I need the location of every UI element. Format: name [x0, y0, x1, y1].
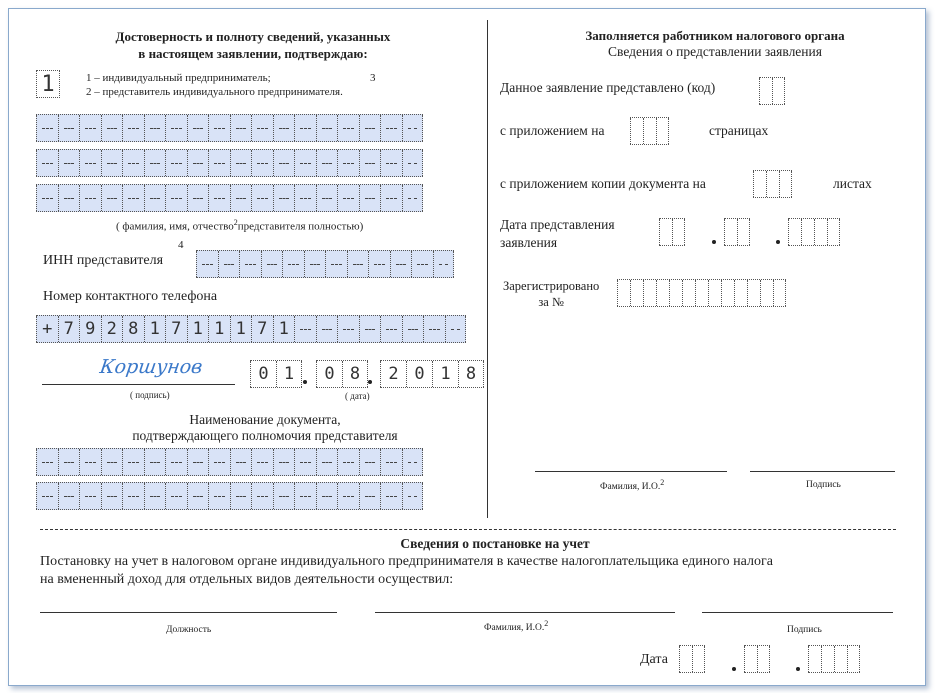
date-dot	[712, 240, 716, 244]
input-cell: 7	[251, 316, 273, 342]
input-cell	[359, 449, 381, 475]
input-cell	[316, 115, 338, 141]
input-cell	[144, 483, 166, 509]
input-cell	[402, 483, 424, 509]
input-cell	[669, 280, 682, 306]
input-cell	[122, 449, 144, 475]
input-cell	[251, 449, 273, 475]
input-cell	[294, 449, 316, 475]
bottom-day-field[interactable]	[679, 645, 705, 673]
input-cell: 1	[187, 316, 209, 342]
position-line	[40, 612, 337, 613]
signer-option-1: 1 – индивидуальный предприниматель;	[86, 72, 271, 84]
inn-field[interactable]	[196, 250, 454, 278]
input-cell	[187, 185, 209, 211]
fio-caption-head: ( фамилия, имя, отчество	[116, 220, 234, 233]
registered-number-field[interactable]	[617, 279, 786, 307]
input-cell	[316, 316, 338, 342]
input-cell	[708, 280, 721, 306]
input-cell	[630, 280, 643, 306]
input-cell	[101, 483, 123, 509]
footnote-2: 2	[544, 619, 549, 628]
input-cell	[721, 280, 734, 306]
input-cell	[208, 185, 230, 211]
input-cell	[337, 449, 359, 475]
input-cell	[368, 251, 390, 277]
input-cell	[380, 115, 402, 141]
doc-field-row-1[interactable]	[36, 448, 423, 476]
input-cell	[282, 251, 304, 277]
doc-title-line2: подтверждающего полномочия представителя	[132, 428, 398, 443]
input-cell	[827, 219, 840, 245]
input-cell	[165, 483, 187, 509]
input-cell	[208, 449, 230, 475]
input-cell	[261, 251, 283, 277]
input-cell	[380, 449, 402, 475]
input-cell	[208, 483, 230, 509]
input-cell	[304, 251, 326, 277]
cut-line	[40, 529, 896, 530]
input-cell	[294, 150, 316, 176]
input-cell	[196, 251, 218, 277]
footnote-4: 4	[178, 239, 184, 251]
input-cell	[218, 251, 240, 277]
input-cell	[144, 185, 166, 211]
input-cell	[390, 251, 412, 277]
input-cell: 8	[458, 361, 484, 387]
input-cell	[672, 219, 685, 245]
input-cell	[165, 115, 187, 141]
input-cell: 1	[432, 361, 458, 387]
input-cell	[187, 115, 209, 141]
signer-code-field[interactable]	[36, 70, 60, 98]
input-cell	[122, 115, 144, 141]
input-cell	[380, 185, 402, 211]
input-cell	[402, 316, 424, 342]
input-cell	[165, 449, 187, 475]
input-cell	[273, 115, 295, 141]
input-cell	[316, 483, 338, 509]
input-cell	[230, 115, 252, 141]
bottom-year-field[interactable]	[808, 645, 860, 673]
input-cell	[79, 483, 101, 509]
input-cell	[337, 115, 359, 141]
input-cell	[294, 185, 316, 211]
input-cell	[359, 185, 381, 211]
input-cell	[79, 449, 101, 475]
pages-prefix: с приложением на	[500, 123, 605, 138]
date-caption: ( дата)	[345, 391, 370, 401]
date-dot	[732, 667, 736, 671]
input-cell	[187, 449, 209, 475]
input-cell	[273, 150, 295, 176]
input-cell	[251, 115, 273, 141]
input-cell	[144, 449, 166, 475]
date-dot	[796, 667, 800, 671]
input-cell	[36, 449, 58, 475]
input-cell	[402, 449, 424, 475]
input-cell: 1	[144, 316, 166, 342]
input-cell: 0	[406, 361, 432, 387]
input-cell	[230, 449, 252, 475]
copies-field[interactable]	[753, 170, 792, 198]
pages-field[interactable]	[630, 117, 669, 145]
phone-label: Номер контактного телефона	[43, 289, 218, 304]
input-cell	[208, 115, 230, 141]
input-cell	[724, 219, 737, 245]
input-cell	[380, 483, 402, 509]
input-cell	[380, 316, 402, 342]
employee-sign-line	[750, 471, 895, 472]
input-cell	[294, 115, 316, 141]
input-cell	[814, 219, 827, 245]
input-cell	[359, 316, 381, 342]
input-cell	[682, 280, 695, 306]
input-cell	[251, 185, 273, 211]
input-cell	[58, 483, 80, 509]
input-cell	[36, 150, 58, 176]
input-cell	[402, 185, 424, 211]
input-cell	[757, 646, 770, 672]
doc-title	[100, 412, 430, 444]
date-month-field[interactable]	[316, 360, 368, 388]
fio-field-row-3[interactable]	[36, 184, 423, 212]
footnote-2: 2	[233, 218, 238, 227]
input-cell	[402, 150, 424, 176]
input-cell: 8	[342, 361, 368, 387]
copies-prefix: с приложением копии документа на	[500, 176, 706, 191]
input-cell	[144, 115, 166, 141]
bottom-month-field[interactable]	[744, 645, 770, 673]
left-heading	[58, 28, 448, 62]
input-cell	[692, 646, 705, 672]
registered-label-line1: Зарегистрировано	[503, 279, 600, 293]
input-cell	[630, 118, 643, 144]
input-cell	[273, 185, 295, 211]
submit-date-label-line2: заявления	[500, 235, 558, 250]
submit-date-label	[500, 216, 615, 252]
input-cell	[122, 185, 144, 211]
input-cell	[656, 280, 669, 306]
input-cell	[359, 150, 381, 176]
copies-suffix: листах	[833, 176, 872, 191]
registration-heading: Сведения о постановке на учет	[400, 536, 590, 551]
submit-month-field[interactable]	[724, 218, 750, 246]
input-cell	[58, 449, 80, 475]
input-cell: 0	[250, 361, 276, 387]
footnote-3: 3	[370, 72, 376, 84]
input-cell	[239, 251, 261, 277]
input-cell	[251, 483, 273, 509]
input-cell	[359, 483, 381, 509]
fio-caption-tail: представителя полностью)	[237, 220, 364, 233]
column-divider	[487, 20, 488, 518]
code-field[interactable]	[759, 77, 785, 105]
right-heading: Заполняется работником налогового органа	[585, 28, 845, 43]
signature-image: Коршунов	[98, 356, 204, 378]
employee-sign-caption: Подпись	[806, 480, 841, 490]
input-cell	[230, 483, 252, 509]
input-cell	[58, 115, 80, 141]
input-cell	[801, 219, 814, 245]
input-cell	[617, 280, 630, 306]
input-cell	[747, 280, 760, 306]
input-cell	[359, 115, 381, 141]
signature-line	[42, 384, 235, 385]
employee-fio-line	[535, 471, 727, 472]
input-cell	[821, 646, 834, 672]
input-cell: 0	[316, 361, 342, 387]
input-cell	[847, 646, 860, 672]
input-cell	[251, 150, 273, 176]
input-cell	[337, 150, 359, 176]
inspector-fio-caption-text: Фамилия, И.О.	[484, 623, 545, 634]
input-cell: 1	[230, 316, 252, 342]
input-cell	[766, 171, 779, 197]
input-cell	[165, 150, 187, 176]
right-subheading: Сведения о представлении заявления	[608, 44, 822, 59]
signature-caption: ( подпись)	[130, 390, 170, 400]
inspector-sign-line	[702, 612, 893, 613]
input-cell	[316, 449, 338, 475]
input-cell	[788, 219, 801, 245]
input-cell	[734, 280, 747, 306]
input-cell	[165, 185, 187, 211]
input-cell	[744, 646, 757, 672]
input-cell	[36, 483, 58, 509]
input-cell: 1	[273, 316, 295, 342]
input-cell	[380, 150, 402, 176]
input-cell	[79, 185, 101, 211]
input-cell	[325, 251, 347, 277]
input-cell: 2	[380, 361, 406, 387]
input-cell	[101, 150, 123, 176]
input-cell: 7	[165, 316, 187, 342]
input-cell	[144, 150, 166, 176]
input-cell	[101, 185, 123, 211]
input-cell	[101, 449, 123, 475]
bottom-date-label: Дата	[640, 652, 668, 667]
input-cell	[79, 150, 101, 176]
input-cell	[187, 483, 209, 509]
date-dot	[368, 380, 372, 384]
input-cell	[643, 280, 656, 306]
registered-label	[503, 278, 599, 310]
input-cell	[230, 150, 252, 176]
input-cell	[337, 483, 359, 509]
input-cell	[347, 251, 369, 277]
submit-year-field[interactable]	[788, 218, 840, 246]
input-cell	[659, 219, 672, 245]
input-cell: 1	[276, 361, 302, 387]
inspector-fio-caption	[484, 619, 548, 633]
input-cell	[445, 316, 467, 342]
submit-date-label-line1: Дата представления	[500, 217, 615, 232]
pages-suffix: страницах	[709, 123, 769, 138]
position-caption: Должность	[166, 625, 212, 635]
date-year-field[interactable]	[380, 360, 484, 388]
employee-fio-caption-text: Фамилия, И.О.	[600, 482, 661, 493]
input-cell	[58, 150, 80, 176]
input-cell	[433, 251, 455, 277]
left-heading-line1: Достоверность и полноту сведений, указанных	[115, 29, 391, 44]
input-cell	[808, 646, 821, 672]
date-day-field[interactable]	[250, 360, 302, 388]
code-label: Данное заявление представлено (код)	[500, 80, 716, 95]
doc-field-row-2[interactable]	[36, 482, 423, 510]
input-cell	[316, 185, 338, 211]
registration-text-line1: Постановку на учет в налоговом органе индивидуального предпринимателя в качестве налогоплательщика единого налога	[40, 554, 773, 569]
input-cell	[294, 483, 316, 509]
inn-label: ИНН представителя	[43, 253, 164, 268]
input-cell	[695, 280, 708, 306]
fio-field-row-2[interactable]	[36, 149, 423, 177]
phone-field[interactable]	[36, 315, 466, 343]
input-cell	[79, 115, 101, 141]
input-cell: 2	[101, 316, 123, 342]
submit-day-field[interactable]	[659, 218, 685, 246]
signer-option-2: 2 – представитель индивидуального предпринимателя.	[86, 86, 343, 98]
input-cell	[122, 150, 144, 176]
fio-caption	[116, 218, 363, 233]
left-heading-line2: в настоящем заявлении, подтверждаю:	[138, 46, 368, 61]
input-cell	[208, 150, 230, 176]
fio-field-row-1[interactable]	[36, 114, 423, 142]
input-cell	[679, 646, 692, 672]
input-cell	[273, 483, 295, 509]
input-cell	[36, 115, 58, 141]
input-cell	[737, 219, 750, 245]
input-cell	[779, 171, 792, 197]
registration-text-line2: на вмененный доход для отдельных видов деятельности осуществил:	[40, 572, 454, 587]
input-cell	[834, 646, 847, 672]
signer-options	[86, 71, 343, 99]
input-cell	[772, 78, 785, 104]
input-cell	[759, 78, 772, 104]
input-cell	[294, 316, 316, 342]
input-cell	[423, 316, 445, 342]
inspector-sign-caption: Подпись	[787, 625, 822, 635]
signer-code-cell: 1	[36, 70, 60, 98]
input-cell	[316, 150, 338, 176]
input-cell	[656, 118, 669, 144]
input-cell	[187, 150, 209, 176]
input-cell: 8	[122, 316, 144, 342]
input-cell	[402, 115, 424, 141]
input-cell	[101, 115, 123, 141]
input-cell	[760, 280, 773, 306]
input-cell	[753, 171, 766, 197]
input-cell: 1	[208, 316, 230, 342]
date-dot	[303, 380, 307, 384]
input-cell: 9	[79, 316, 101, 342]
input-cell	[230, 185, 252, 211]
doc-title-line1: Наименование документа,	[189, 412, 341, 427]
registered-label-line2: за №	[538, 295, 564, 309]
input-cell	[273, 449, 295, 475]
input-cell	[337, 185, 359, 211]
input-cell: +	[36, 316, 58, 342]
footnote-2: 2	[660, 478, 665, 487]
input-cell	[36, 185, 58, 211]
input-cell	[122, 483, 144, 509]
input-cell: 7	[58, 316, 80, 342]
input-cell	[411, 251, 433, 277]
input-cell	[337, 316, 359, 342]
input-cell	[643, 118, 656, 144]
inspector-fio-line	[375, 612, 675, 613]
employee-fio-caption	[600, 478, 664, 492]
date-dot	[776, 240, 780, 244]
input-cell	[58, 185, 80, 211]
input-cell	[773, 280, 786, 306]
